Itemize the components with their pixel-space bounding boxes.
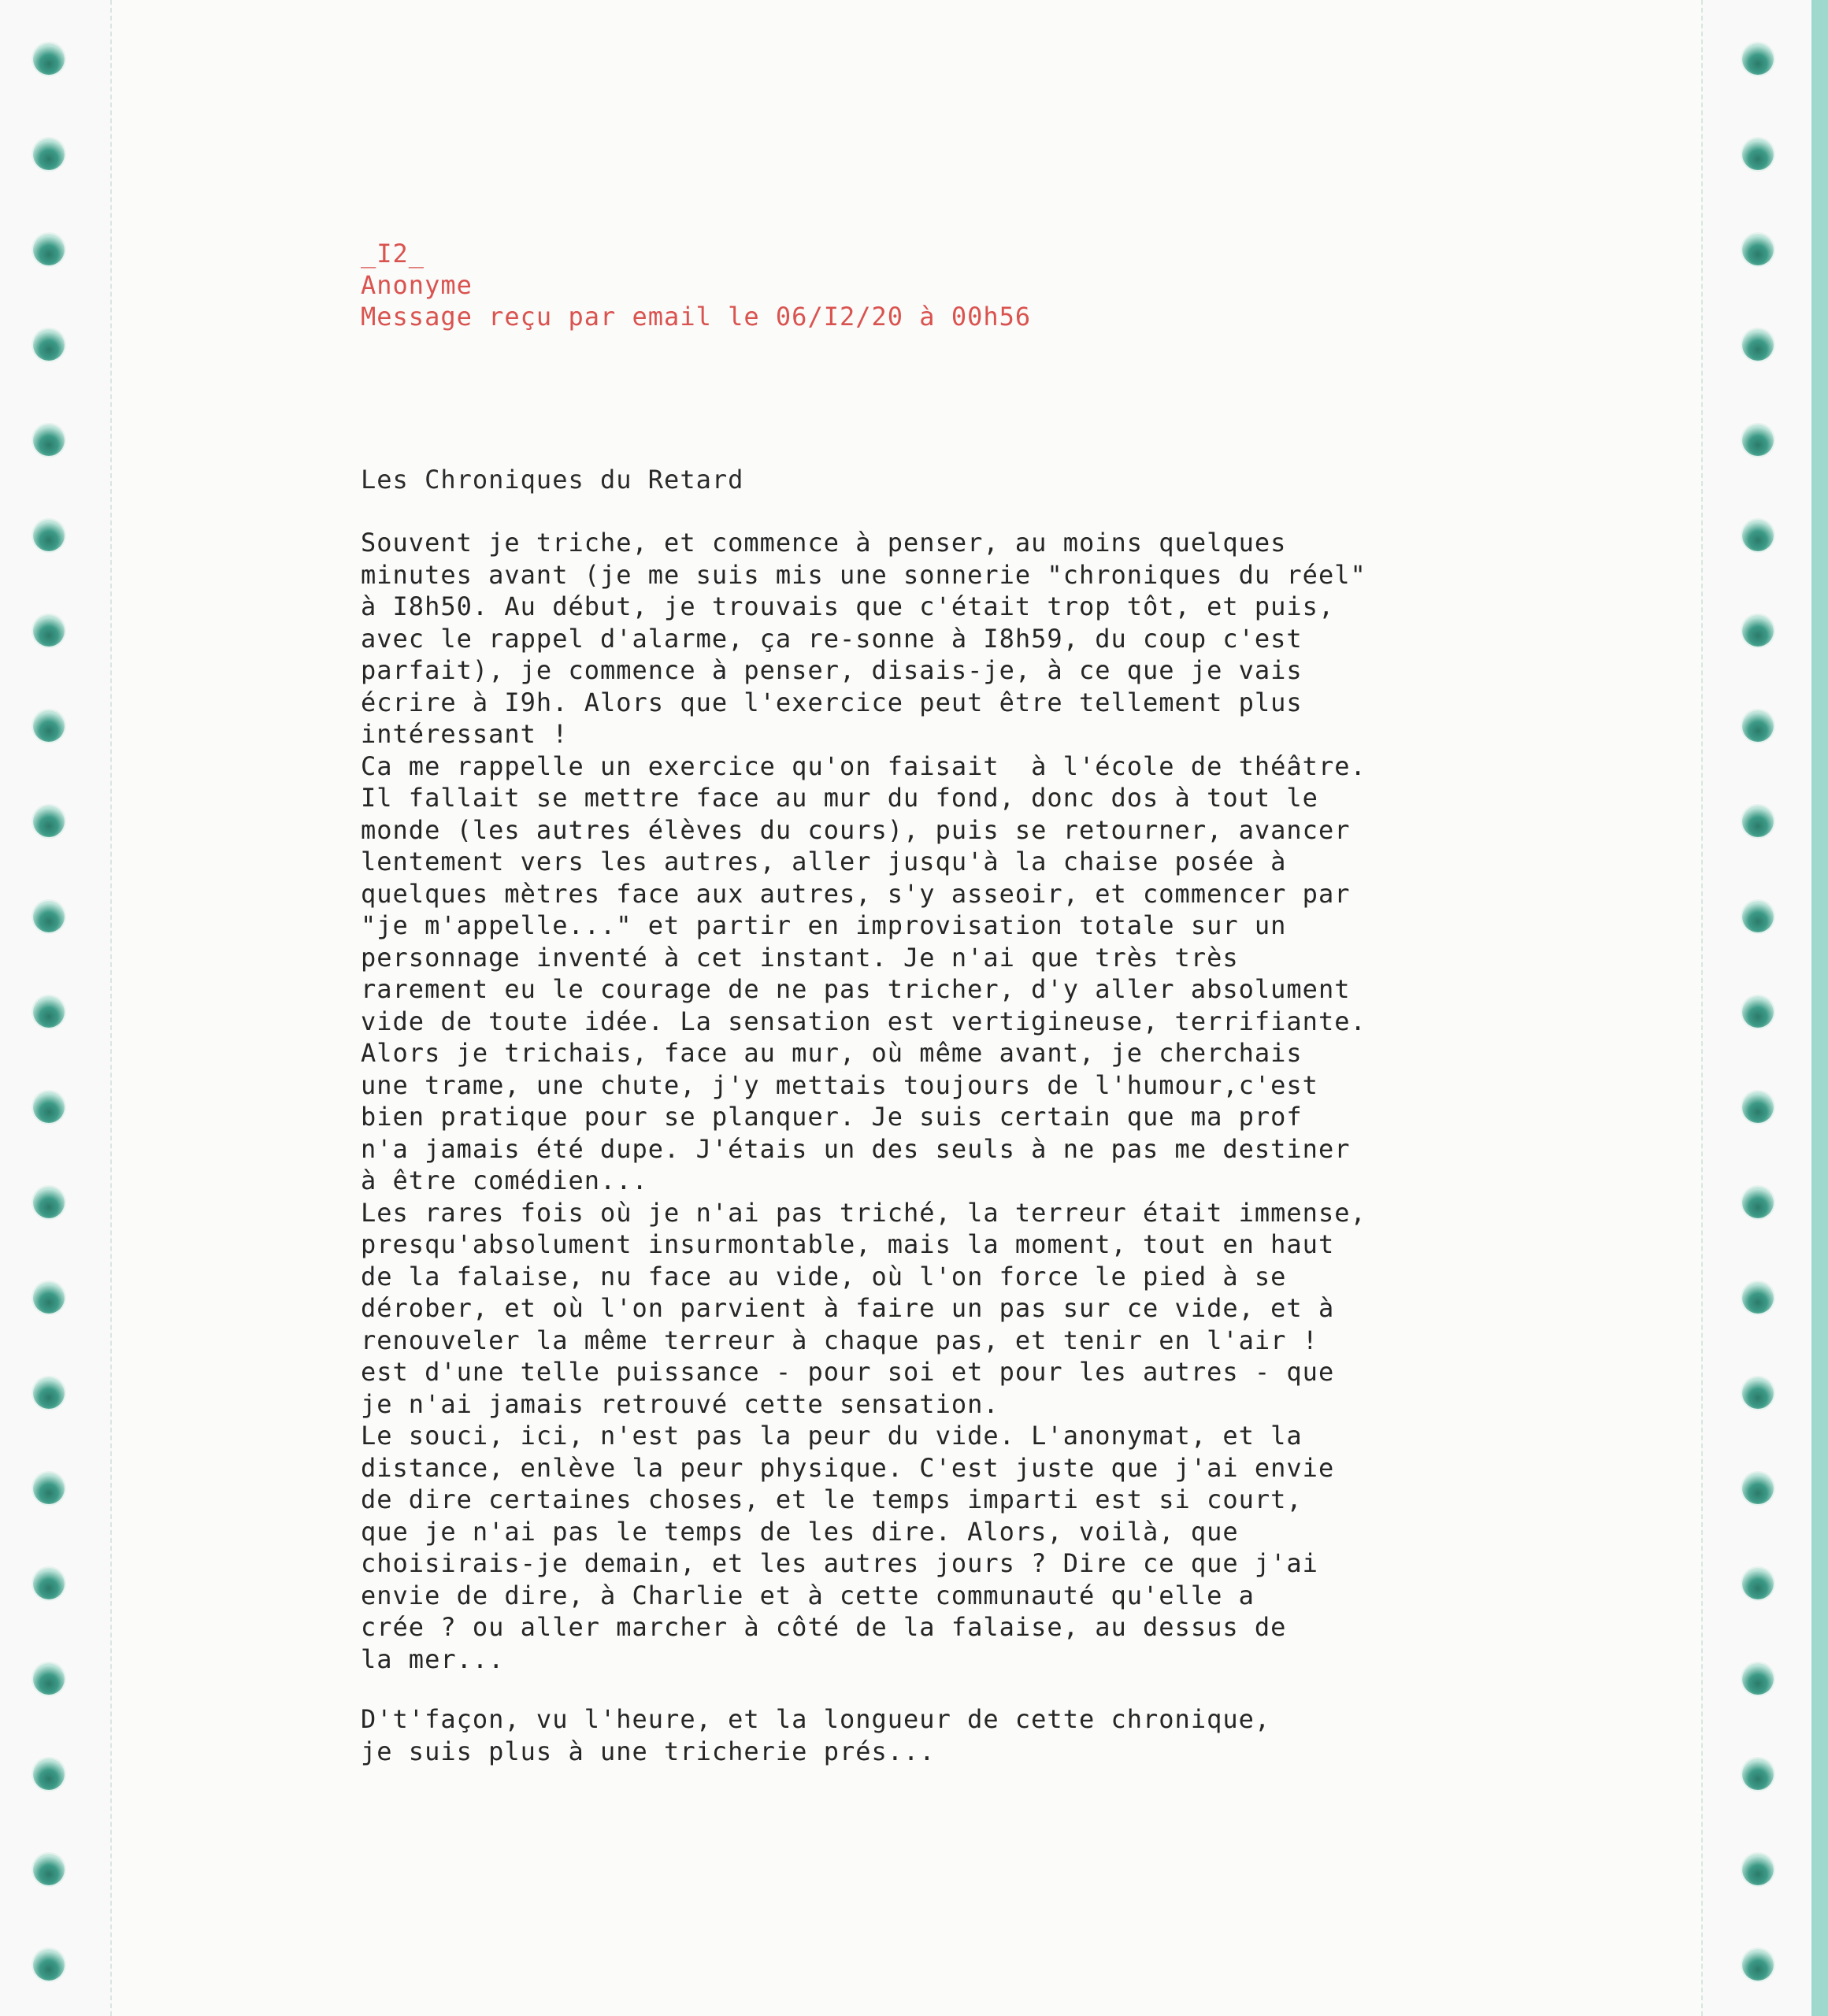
feed-hole [33, 43, 65, 75]
feed-hole [33, 1854, 65, 1885]
body-line: renouveler la même terreur à chaque pas, et tenir en l'air ! [361, 1325, 1318, 1355]
body-line: je n'ai jamais retrouvé cette sensation. [361, 1388, 999, 1419]
left-feed-holes [0, 0, 110, 2016]
body-line: personnage inventé à cet instant. Je n'ai que très très [361, 942, 1239, 973]
feed-hole [1742, 806, 1774, 837]
body-line: Alors je trichais, face au mur, où même avant, je cherchais [361, 1038, 1303, 1068]
body-line: Il fallait se mettre face au mur du fond, donc dos à tout le [361, 783, 1318, 813]
closing-line: je suis plus à une tricherie prés... [361, 1736, 936, 1766]
feed-hole [1742, 329, 1774, 361]
feed-hole [1742, 234, 1774, 265]
letter-header [361, 238, 1031, 332]
body-line: dérober, et où l'on parvient à faire un pas sur ce vide, et à [361, 1293, 1335, 1323]
feed-hole [33, 996, 65, 1028]
body-line: rarement eu le courage de ne pas tricher, d'y aller absolument [361, 974, 1351, 1004]
entry-number: _I2_ [361, 239, 425, 269]
feed-hole [1742, 710, 1774, 742]
body-line: Ca me rappelle un exercice qu'on faisait à l'école de théâtre. [361, 750, 1366, 781]
body-line: que je n'ai pas le temps de les dire. Alors, voilà, que [361, 1516, 1239, 1547]
body-line: Les rares fois où je n'ai pas triché, la terreur était immense, [361, 1197, 1366, 1228]
feed-hole [1742, 1568, 1774, 1599]
body-line: avec le rappel d'alarme, ça re-sonne à I8h59, du coup c'est [361, 623, 1303, 654]
body-line: "je m'appelle..." et partir en improvisation totale sur un [361, 910, 1287, 940]
feed-hole [33, 1091, 65, 1123]
body-line: presqu'absolument insurmontable, mais la moment, tout en haut [361, 1229, 1335, 1259]
body-line: écrire à I9h. Alors que l'exercice peut être tellement plus [361, 687, 1303, 717]
feed-hole [1742, 520, 1774, 551]
feed-hole [1742, 1377, 1774, 1409]
body-line: parfait), je commence à penser, disais-je, à ce que je vais [361, 655, 1303, 685]
left-tractor-strip [0, 0, 112, 2016]
feed-hole [1742, 139, 1774, 170]
body-line: envie de dire, à Charlie et à cette communauté qu'elle a [361, 1580, 1255, 1610]
feed-hole [33, 1758, 65, 1790]
feed-hole [33, 1663, 65, 1695]
feed-hole [33, 615, 65, 647]
document-body [361, 527, 1495, 1675]
author-name: Anonyme [361, 270, 473, 300]
body-line: intéressant ! [361, 719, 569, 749]
received-date-line: Message reçu par email le 06/I2/20 à 00h56 [361, 302, 1032, 332]
feed-hole [33, 1377, 65, 1409]
body-line: lentement vers les autres, aller jusqu'à la chaise posée à [361, 847, 1287, 876]
feed-hole [1742, 1282, 1774, 1314]
body-line: distance, enlève la peur physique. C'est juste que j'ai envie [361, 1452, 1335, 1483]
body-line: Souvent je triche, et commence à penser, au moins quelques [361, 528, 1287, 558]
right-edge-band [1811, 0, 1828, 2016]
right-feed-holes [1703, 0, 1813, 2016]
feed-hole [33, 806, 65, 837]
body-line: monde (les autres élèves du cours), puis se retourner, avancer [361, 814, 1351, 845]
body-line: crée ? ou aller marcher à côté de la falaise, au dessus de [361, 1612, 1287, 1642]
feed-hole [33, 139, 65, 170]
body-line: la mer... [361, 1644, 505, 1674]
body-line: est d'une telle puissance - pour soi et pour les autres - que [361, 1357, 1335, 1387]
feed-hole [33, 520, 65, 551]
feed-hole [33, 234, 65, 265]
feed-hole [1742, 1091, 1774, 1123]
feed-hole [1742, 996, 1774, 1028]
feed-hole [1742, 424, 1774, 456]
body-line: quelques mètres face aux autres, s'y asseoir, et commencer par [361, 878, 1351, 909]
feed-hole [33, 424, 65, 456]
body-line: à I8h50. Au début, je trouvais que c'était trop tôt, et puis, [361, 591, 1335, 621]
feed-hole [1742, 1187, 1774, 1218]
body-line: de la falaise, nu face au vide, où l'on force le pied à se [361, 1261, 1287, 1292]
feed-hole [33, 1187, 65, 1218]
document-title: Les Chroniques du Retard [361, 465, 744, 495]
closing-line: D't'façon, vu l'heure, et la longueur de cette chronique, [361, 1704, 1271, 1734]
feed-hole [33, 1473, 65, 1504]
feed-hole [33, 710, 65, 742]
feed-hole [1742, 615, 1774, 647]
feed-hole [1742, 1758, 1774, 1790]
feed-hole [33, 901, 65, 932]
feed-hole [1742, 1473, 1774, 1504]
feed-hole [33, 329, 65, 361]
body-line: vide de toute idée. La sensation est vertigineuse, terrifiante. [361, 1006, 1366, 1036]
body-line: bien pratique pour se planquer. Je suis certain que ma prof [361, 1102, 1303, 1132]
feed-hole [1742, 43, 1774, 75]
feed-hole [33, 1282, 65, 1314]
body-line: Le souci, ici, n'est pas la peur du vide. L'anonymat, et la [361, 1421, 1303, 1451]
feed-hole [1742, 901, 1774, 932]
body-line: minutes avant (je me suis mis une sonnerie "chroniques du réel" [361, 559, 1366, 590]
body-line: choisirais-je demain, et les autres jours ? Dire ce que j'ai [361, 1548, 1318, 1578]
feed-hole [33, 1949, 65, 1981]
document-closing [361, 1703, 1270, 1767]
body-line: à être comédien... [361, 1166, 648, 1195]
body-line: n'a jamais été dupe. J'étais un des seuls à ne pas me destiner [361, 1133, 1351, 1164]
feed-hole [1742, 1854, 1774, 1885]
body-line: une trame, une chute, j'y mettais toujours de l'humour,c'est [361, 1069, 1318, 1100]
feed-hole [1742, 1663, 1774, 1695]
body-line: de dire certaines choses, et le temps imparti est si court, [361, 1484, 1303, 1514]
right-tractor-strip [1701, 0, 1813, 2016]
feed-hole [1742, 1949, 1774, 1981]
feed-hole [33, 1568, 65, 1599]
